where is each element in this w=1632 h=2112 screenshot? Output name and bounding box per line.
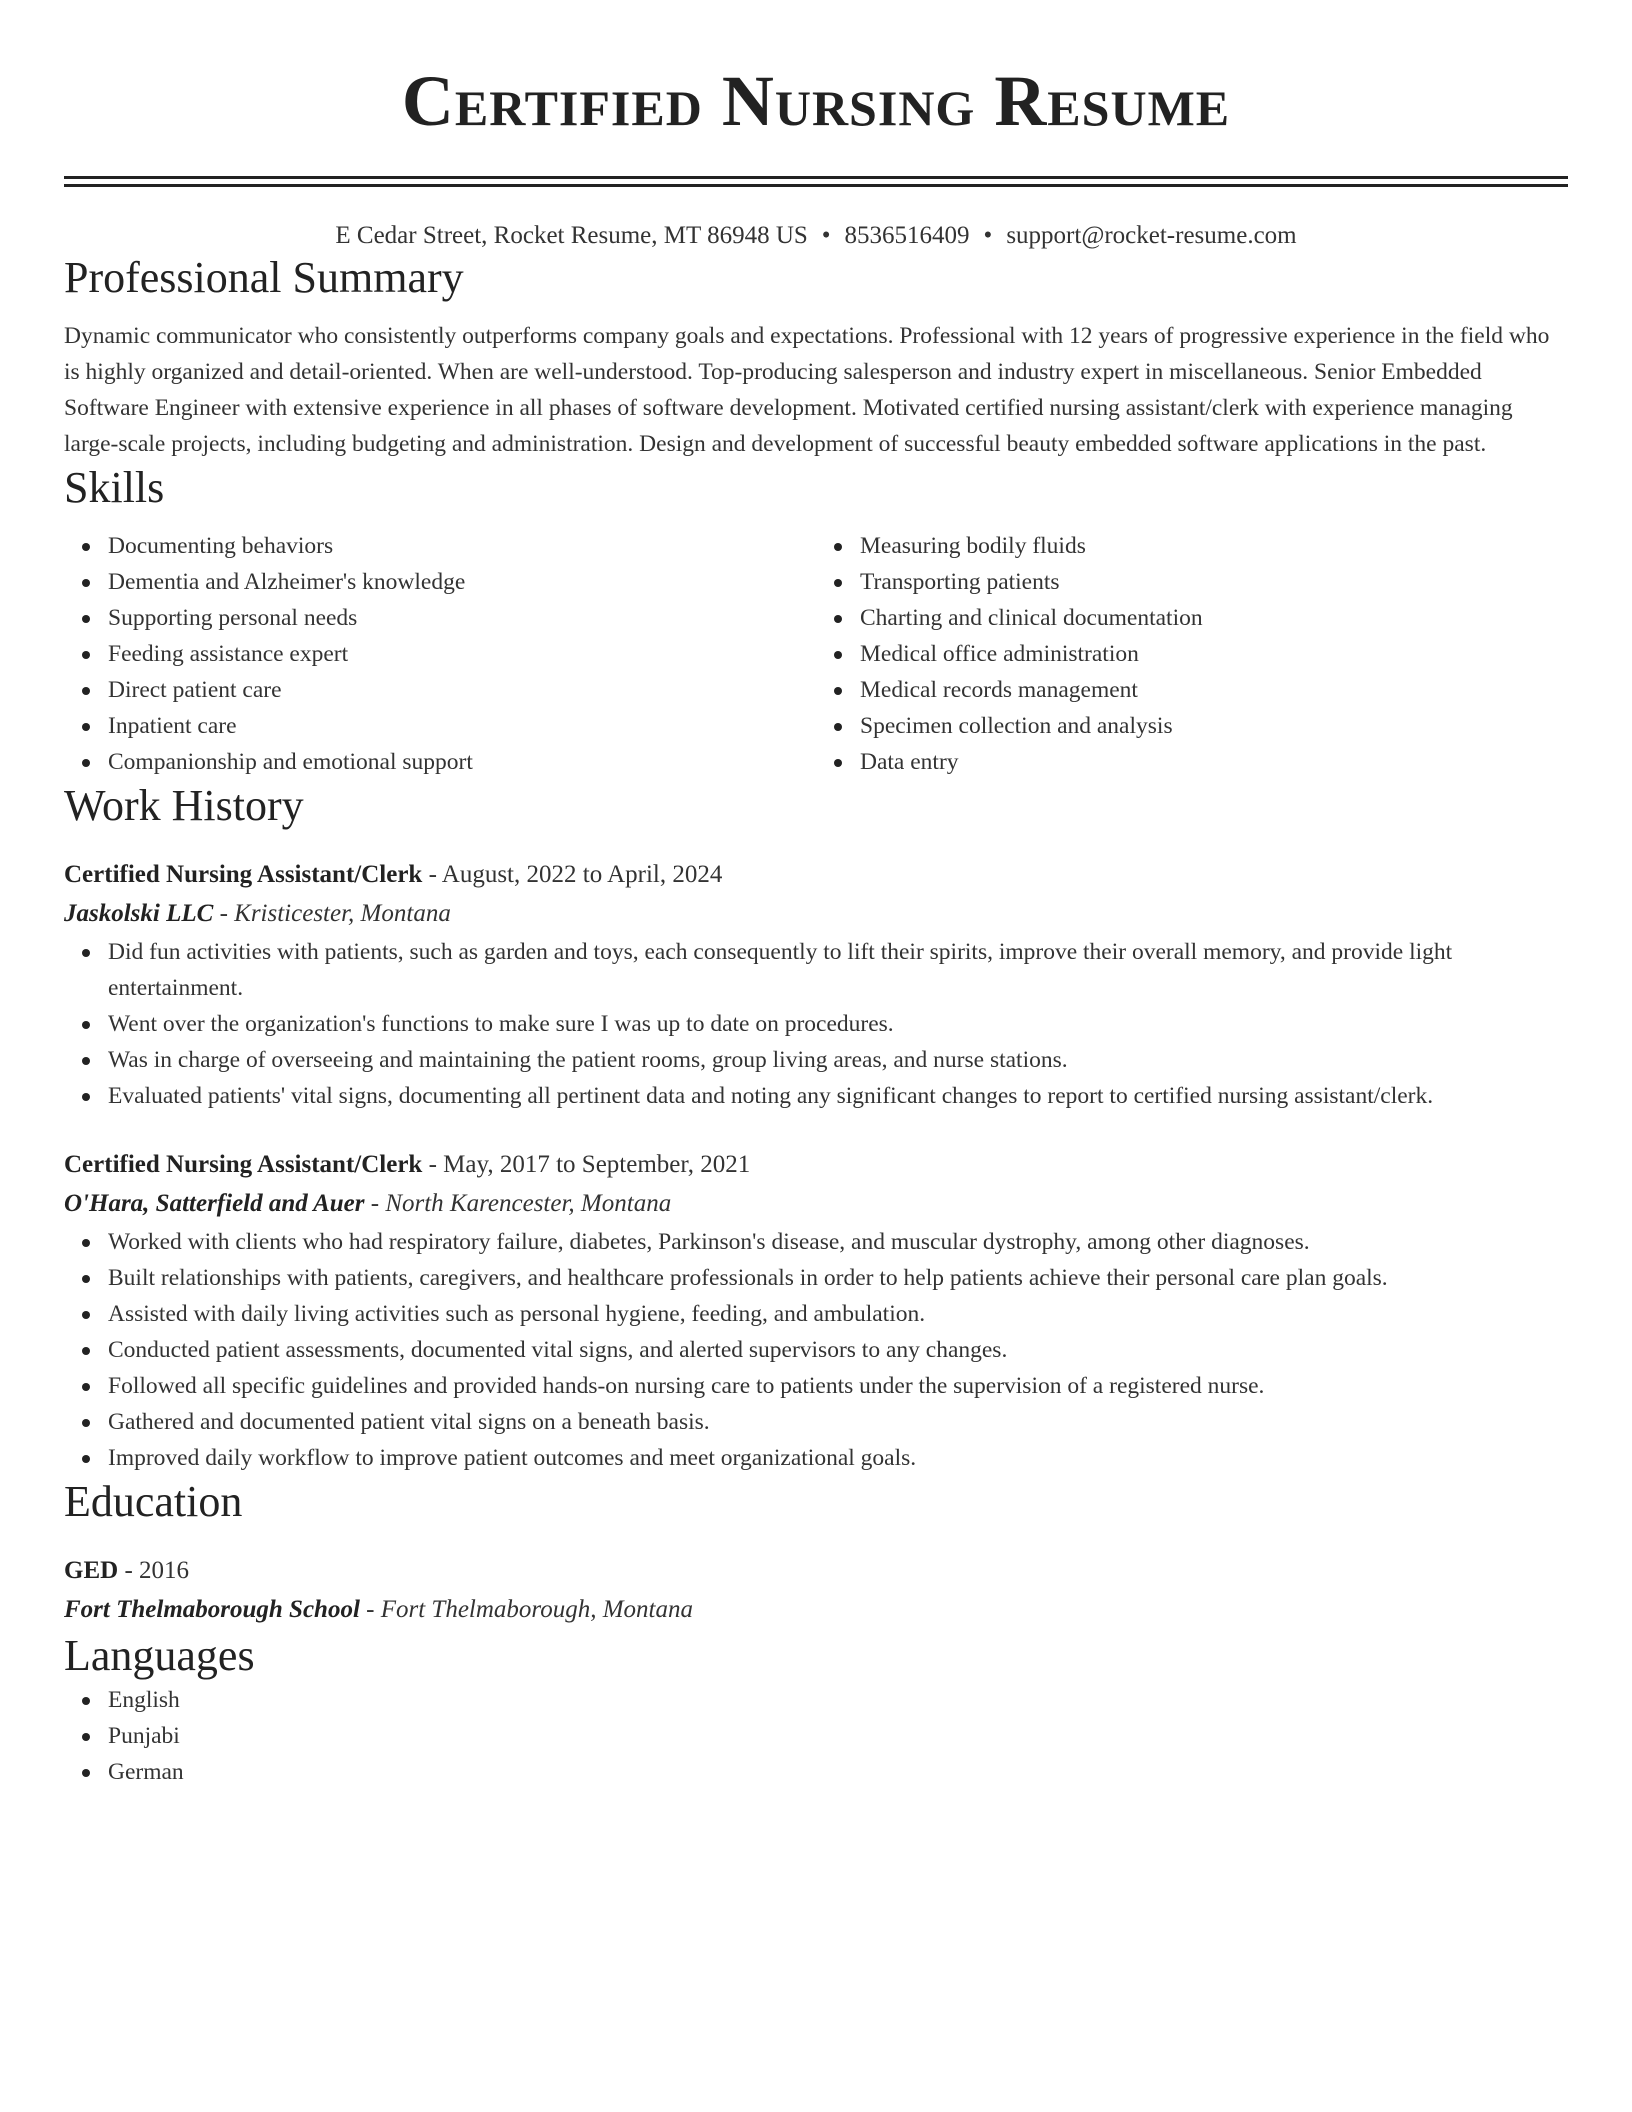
job-title-line	[64, 856, 1568, 894]
skill-item: Dementia and Alzheimer's knowledge	[108, 564, 816, 600]
skill-item: Documenting behaviors	[108, 528, 816, 564]
job-title: Certified Nursing Assistant/Clerk	[64, 1151, 423, 1178]
job-location: - Kristicester, Montana	[213, 900, 451, 927]
title-double-rule	[64, 176, 1568, 187]
job-bullet: Built relationships with patients, caregivers, and healthcare professionals in order to help patients achieve their personal care plan goals.	[108, 1260, 1568, 1296]
job-dates: - May, 2017 to September, 2021	[422, 1151, 751, 1178]
job-company: Jaskolski LLC	[64, 900, 214, 927]
job-bullet: Was in charge of overseeing and maintaining the patient rooms, group living areas, and nurse stations.	[108, 1042, 1568, 1078]
contact-separator: •	[983, 222, 993, 249]
job-title: Certified Nursing Assistant/Clerk	[64, 861, 423, 888]
skill-item: Medical records management	[860, 672, 1568, 708]
contact-email: support@rocket-resume.com	[1006, 222, 1297, 249]
skill-item: Medical office administration	[860, 636, 1568, 672]
job-bullet: Improved daily workflow to improve patient outcomes and meet organizational goals.	[108, 1440, 1568, 1476]
skill-item: Direct patient care	[108, 672, 816, 708]
job-bullet: Went over the organization's functions to make sure I was up to date on procedures.	[108, 1006, 1568, 1042]
education-degree: GED	[64, 1557, 119, 1584]
skill-item: Feeding assistance expert	[108, 636, 816, 672]
job-company-line	[64, 894, 1568, 934]
job-company: O'Hara, Satterfield and Auer	[64, 1190, 365, 1217]
resume-title: Certified Nursing Resume	[401, 61, 1231, 141]
skill-item: Inpatient care	[108, 708, 816, 744]
summary-heading: Professional Summary	[64, 253, 464, 302]
skill-item: Supporting personal needs	[108, 600, 816, 636]
job-bullet: Gathered and documented patient vital signs on a beneath basis.	[108, 1404, 1568, 1440]
skills-columns	[64, 528, 1568, 780]
job-bullet: Evaluated patients' vital signs, documenting all pertinent data and noting any significant changes to report to certified nursing assistant/clerk.	[108, 1078, 1568, 1114]
job-bullet: Followed all specific guidelines and provided hands-on nursing care to patients under the supervision of a registered nurse.	[108, 1368, 1568, 1404]
job-bullet: Assisted with daily living activities such as personal hygiene, feeding, and ambulation.	[108, 1296, 1568, 1332]
language-item: Punjabi	[108, 1718, 1568, 1754]
language-item: English	[108, 1682, 1568, 1718]
contact-address: E Cedar Street, Rocket Resume, MT 86948 US	[335, 222, 808, 249]
job-company-line	[64, 1184, 1568, 1224]
job-bullets	[64, 934, 1568, 1114]
job-location: - North Karencester, Montana	[364, 1190, 672, 1217]
language-item: German	[108, 1754, 1568, 1790]
skills-right-list	[816, 528, 1568, 780]
job-bullet: Worked with clients who had respiratory failure, diabetes, Parkinson's disease, and muscular dystrophy, among other diagnoses.	[108, 1224, 1568, 1260]
skill-item: Specimen collection and analysis	[860, 708, 1568, 744]
languages-list	[64, 1682, 1568, 1790]
education-heading: Education	[64, 1477, 243, 1526]
skill-item: Transporting patients	[860, 564, 1568, 600]
job-bullet: Conducted patient assessments, documented vital signs, and alerted supervisors to any changes.	[108, 1332, 1568, 1368]
job-entry	[64, 1146, 1568, 1476]
job-dates: - August, 2022 to April, 2024	[422, 861, 723, 888]
job-entry	[64, 856, 1568, 1114]
skill-item: Companionship and emotional support	[108, 744, 816, 780]
skill-item: Charting and clinical documentation	[860, 600, 1568, 636]
education-school: Fort Thelmaborough School	[64, 1596, 360, 1623]
contact-separator: •	[821, 222, 831, 249]
languages-heading: Languages	[64, 1631, 255, 1680]
education-year: - 2016	[118, 1557, 190, 1584]
skill-item: Measuring bodily fluids	[860, 528, 1568, 564]
education-school-line	[64, 1590, 1568, 1630]
skills-left-list	[64, 528, 816, 780]
job-title-line	[64, 1146, 1568, 1184]
skill-item: Data entry	[860, 744, 1568, 780]
job-bullets	[64, 1224, 1568, 1476]
summary-text: Dynamic communicator who consistently outperforms company goals and expectations. Professional with 12 years of progressive experience in the field who is highly organized and detail-oriented. When are well-understood. Top-producing salesperson and industry expert in miscellaneous. Senior Embedded Software Engineer with extensive experience in all phases of software development. Motivated certified nursing assistant/clerk with experience managing large-scale projects, including budgeting and administration. Design and development of successful beauty embedded software applications in the past.	[64, 323, 1550, 457]
job-bullet: Did fun activities with patients, such as garden and toys, each consequently to lift their spirits, improve their overall memory, and provide light entertainment.	[108, 934, 1568, 1006]
contact-phone: 8536516409	[844, 222, 970, 249]
work-history-heading: Work History	[64, 781, 304, 830]
education-degree-line	[64, 1552, 1568, 1590]
education-location: - Fort Thelmaborough, Montana	[359, 1596, 693, 1623]
contact-line	[64, 220, 1568, 252]
skills-heading: Skills	[64, 463, 165, 512]
